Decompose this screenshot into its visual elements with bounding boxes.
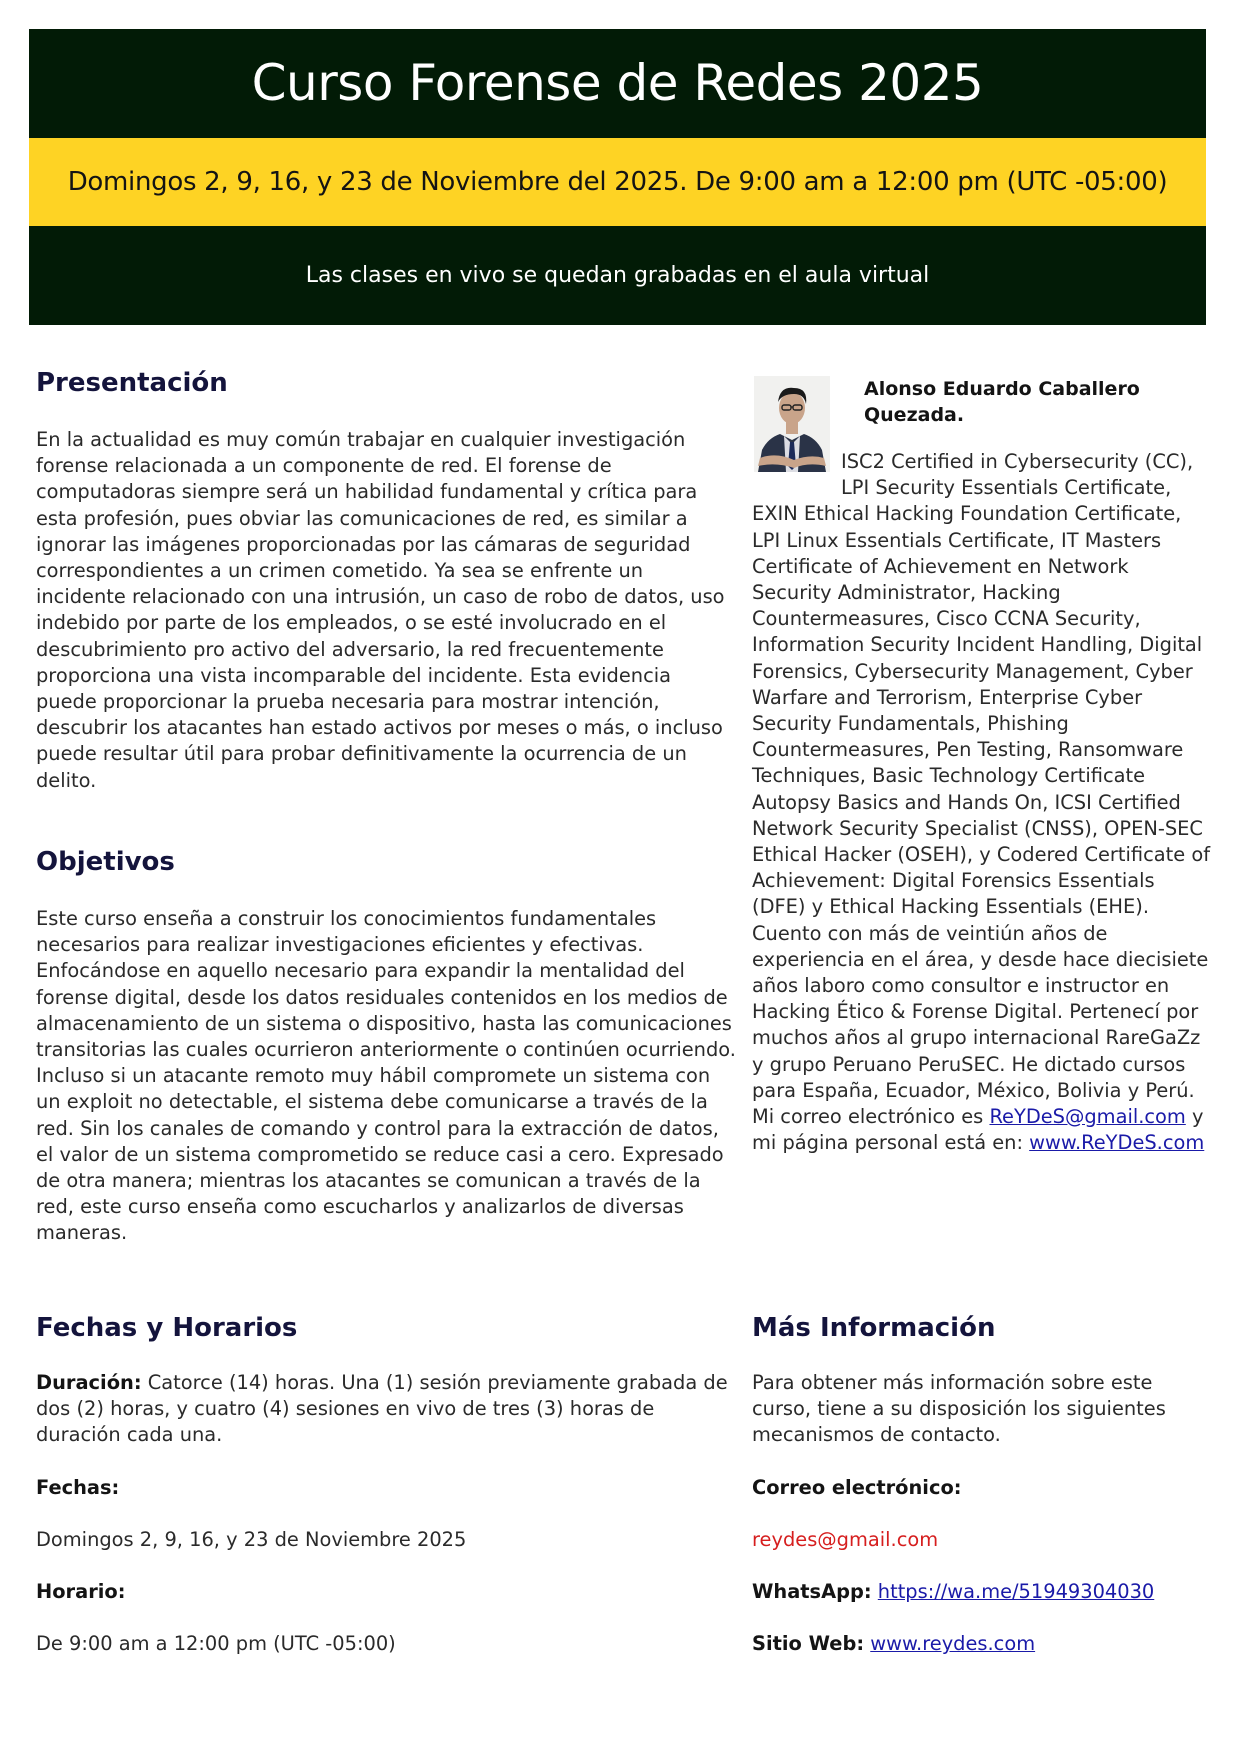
course-title: Curso Forense de Redes 2025 — [29, 29, 1206, 138]
presentacion-body: En la actualidad es muy común trabajar en cualquier investigación forense relacionada a un componente de red. El forense de computadoras siempre será un habilidad fundamental y crítica para esta profesión, pues obviar las comunicaciones de red, es similar a ignorar las imágenes proporcionadas por las cámaras de seguridad correspondientes a un crimen cometido. Ya sea se enfrente un incidente relacionado con una intrusión, un caso de robo de datos, uso indebido por parte de los empleados, o se esté involucrado en el descubrimiento pro activo del adversario, la red frecuentemente proporciona una vista incomparable del incidente. Esta evidencia puede proporcionar la prueba necesaria para mostrar intención, descubrir los atacantes han estado activos por meses o más, o incluso puede resultar útil para probar definitivamente la ocurrencia de un delito. — [36, 428, 725, 792]
horario-label: Horario: — [36, 1580, 126, 1604]
contact-email[interactable]: reydes@gmail.com — [752, 1527, 939, 1551]
whatsapp-label: WhatsApp: — [752, 1580, 872, 1604]
website-line — [752, 1631, 1212, 1657]
info-heading: Más Información — [752, 1313, 996, 1343]
recorded-note: Las clases en vivo se quedan grabadas en el aula virtual — [29, 226, 1206, 325]
objetivos-body: Este curso enseña a construir los conocimientos fundamentales necesarios para realizar investigaciones eficientes y efectivas. Enfocándose en aquello necesario para expandir la mentalidad del forense digital, desde los datos residuales contenidos en los medios de almacenamiento de un sistema o dispositivo, hasta las comunicaciones transitorias las cuales ocurrieron anteriormente o continúen ocurriendo. Incluso si un atacante remoto muy hábil compromete un sistema con un exploit no detectable, el sistema debe comunicarse a través de la red. Sin los canales de comando y control para la extracción de datos, el valor de un sistema comprometido se reduce casi a cero. Expresado de otra manera; mientras los atacantes se comunican a través de la red, este curso enseña como escucharlos y analizarlos de diversas maneras. — [36, 907, 736, 1245]
objetivos-heading: Objetivos — [36, 847, 175, 877]
instructor-email-link[interactable]: ReYDeS@gmail.com — [989, 1105, 1186, 1129]
dates-banner: Domingos 2, 9, 16, y 23 de Noviembre del 2025. De 9:00 am a 12:00 pm (UTC -05:00) — [29, 138, 1206, 226]
instructor-bio — [752, 449, 1212, 1156]
duracion-text: Catorce (14) horas. Una (1) sesión previamente grabada de dos (2) horas, y cuatro (4) sesiones en vivo de tres (3) horas de duración cada una. — [36, 1371, 728, 1447]
website-link[interactable]: www.reydes.com — [870, 1632, 1036, 1656]
instructor-website-link[interactable]: www.ReYDeS.com — [1029, 1131, 1205, 1155]
presentacion-heading: Presentación — [36, 368, 228, 398]
instructor-section — [752, 376, 1212, 1156]
instructor-bio-text: ISC2 Certified in Cybersecurity (CC), LPI Security Essentials Certificate, EXIN Ethical Hacking Foundation Certificate, LPI Linux Essentials Certificate, IT Masters Certificate of Achievement en Network Security Administrator, Hacking Countermeasures, Cisco CCNA Security, Information Security Incident Handling, Digital Forensics, Cybersecurity Management, Cyber Warfare and Terrorism, Enterprise Cyber Security Fundamentals, Phishing Countermeasures, Pen Testing, Ransomware Techniques, Basic Technology Certificate Autopsy Basics and Hands On, ICSI Certified Network Security Specialist (CNSS), OPEN-SEC Ethical Hacker (OSEH), y Codered Certificate of Achievement: Digital Forensics Essentials (DFE) y Ethical Hacking Essentials (EHE). Cuento con más de veintiún años de experiencia en el área, y desde hace diecisiete años laboro como consultor e instructor en Hacking Ético & Forense Digital. Pertenecí por muchos años al grupo internacional RareGaZz y grupo Peruano PeruSEC. He dictado cursos para España, Ecuador, México, Bolivia y Perú. Mi correo electrónico es — [752, 450, 1211, 1129]
whatsapp-link[interactable]: https://wa.me/51949304030 — [877, 1580, 1155, 1604]
email-label: Correo electrónico: — [752, 1475, 962, 1499]
horario-value: De 9:00 am a 12:00 pm (UTC -05:00) — [36, 1632, 396, 1656]
instructor-portrait-image — [754, 376, 830, 472]
instructor-name: Alonso Eduardo Caballero Quezada. — [864, 378, 1140, 426]
fechas-value: Domingos 2, 9, 16, y 23 de Noviembre 2025 — [36, 1527, 467, 1551]
web-label: Sitio Web: — [752, 1632, 865, 1656]
presentacion-section — [36, 368, 740, 794]
instructor-photo — [754, 376, 830, 472]
duracion-label: Duración: — [36, 1371, 142, 1394]
fechas-heading: Fechas y Horarios — [36, 1313, 298, 1343]
whatsapp-line — [752, 1579, 1212, 1605]
info-section — [752, 1313, 1212, 1657]
fechas-section — [36, 1313, 740, 1657]
info-intro: Para obtener más información sobre este curso, tiene a su disposición los siguientes mecanismos de contacto. — [752, 1371, 1166, 1447]
fechas-label: Fechas: — [36, 1475, 120, 1499]
duracion-paragraph — [36, 1370, 736, 1449]
instructor-bio-connector: y mi página personal está en: — [752, 1105, 1204, 1155]
course-header — [29, 29, 1206, 325]
objetivos-section — [36, 847, 740, 1247]
